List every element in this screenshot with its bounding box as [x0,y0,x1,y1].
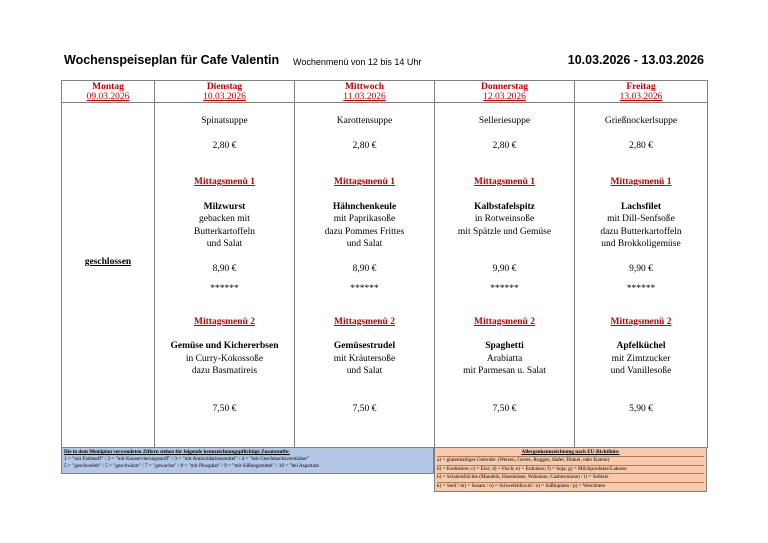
menu-1-desc: Butterkartoffeln [193,226,256,237]
friday-cell [575,103,708,448]
menu-1-price: 9,90 € [492,263,517,274]
menu-1-label: Mittagsmenü 1 [334,177,395,187]
day-date: 12.03.2026 [483,91,526,102]
menu-2-label: Mittagsmenü 2 [610,316,672,327]
thursday-cell [435,103,575,448]
day-name: Montag [92,81,124,92]
allergens-line: h) = Schalenfrüchte (Mandeln, Haselnüsse, Walnüsse, Cashewnüsse) / i) = Sellerie [437,473,704,481]
menu-2-desc: und Salat [346,366,383,376]
additives-legend [61,447,434,474]
menu-1-price: 9,90 € [629,263,653,274]
separator-stars: ****** [210,284,239,294]
closed-label: geschlossen [84,257,132,267]
day-header-monday [62,81,155,103]
day-name: Mittwoch [344,81,385,92]
day-date: 09.03.2026 [86,91,130,102]
day-header-wednesday [295,81,435,103]
menu-1-desc: und Brokkoligemüse [601,239,681,249]
day-name: Donnerstag [481,81,528,92]
menu-2-desc: und Vanillesoße [610,366,672,376]
soup-price: 2,80 € [212,140,237,151]
monday-cell [62,103,155,448]
additives-line: 1 = "mit Farbstoff" / 2 = "mit Konservierungsstoff" / 3 = "mit Antioxidationsmittel" / 4 = "mit Geschmacksverstärker" [64,456,310,462]
menu-2-dish: Spaghetti [485,341,524,351]
allergens-legend [434,447,707,492]
menu-1-dish: Hähnchenkeule [332,201,397,212]
additives-line: 5 = "geschwefelt" / 5 = "geschwärzt" / 7 = "gewachst" / 8 = "mit Phosphat" / 9 = "mit Süßungsmittel" / 10 = "bei Aspartam [64,463,320,469]
wednesday-cell [295,103,435,448]
menu-1-desc: gebacken mit [199,214,250,224]
menu-2-desc: mit Zimtzucker [611,353,671,364]
day-date: 13.03.2026 [619,91,663,102]
menu-2-price: 7,50 € [492,403,517,414]
menu-2-price: 7,50 € [212,403,237,414]
allergens-line: k) = Senf / m) = Sesam / n) = Schwefeldioxid / o) = Süßlupinen / p) = Weichtiere [437,482,704,490]
separator-stars: ****** [350,284,379,294]
menu-row [62,103,708,448]
menu-2-label: Mittagsmenü 2 [474,316,535,327]
additives-heading: Die in dem Menüplan verwendeten Ziffern stehen für folgende kennzeichnungspflichtige Zusatzstoffe: [64,449,290,455]
menu-2-desc: mit Kräutersoße [333,353,396,364]
menu-2-label: Mittagsmenü 2 [334,316,395,327]
menu-1-desc: mit Paprikasoße [333,214,396,224]
menu-1-desc: dazu Pommes Frittes [324,226,405,237]
menu-1-label: Mittagsmenü 1 [474,177,535,187]
menu-1-desc: und Salat [346,239,383,249]
day-header-friday [575,81,708,103]
menu-2-desc: dazu Basmatireis [191,366,258,376]
menu-1-price: 8,90 € [212,263,237,274]
menu-hours: Wochenmenü von 12 bis 14 Uhr [293,57,422,67]
menu-1-dish: Milzwurst [203,201,246,212]
allergens-line: a) = glutenhaltiges Getreide: (Weizen, Gerste, Roggen, Hafer, Dinkel, oder Kamut) [437,456,704,464]
date-range: 10.03.2026 - 13.03.2026 [567,53,704,67]
menu-1-price: 8,90 € [352,263,377,274]
menu-1-desc: mit Spätzle und Gemüse [457,226,552,237]
menu-2-price: 5,90 € [629,403,653,414]
menu-2-desc: in Curry-Kokossoße [185,353,264,364]
day-header-tuesday [155,81,295,103]
day-date: 11.03.2026 [343,91,386,102]
menu-1-desc: dazu Butterkartoffeln [600,226,682,237]
soup-name: Karottensuppe [336,116,393,126]
weekly-menu-table [61,80,708,448]
day-header-thursday [435,81,575,103]
allergens-heading: Allergenkennzeichnung nach EU-Richtlinie: [521,449,620,455]
menu-1-desc: in Rotweinsoße [474,214,535,224]
soup-name: Spinatsuppe [201,116,248,126]
menu-2-price: 7,50 € [352,403,377,414]
separator-stars: ****** [490,284,519,294]
menu-2-desc: mit Parmesan u. Salat [463,366,546,376]
tuesday-cell [155,103,295,448]
day-date: 10.03.2026 [203,91,246,102]
menu-1-dish: Lachsfilet [620,201,662,212]
menu-2-desc: Arabiatta [486,353,523,364]
soup-name: Selleriesuppe [478,116,531,126]
menu-1-desc: und Salat [206,239,243,249]
soup-price: 2,80 € [492,140,517,151]
soup-name: Grießnockerlsuppe [604,116,678,126]
menu-1-label: Mittagsmenü 1 [194,177,255,187]
menu-1-desc: mit Dill-Senfsoße [607,214,675,224]
allergens-line: b) = Krebstiere; c) = Eier; d) = Fisch; e) = Erdnüsse; f) = Soja; g) = Milchprodukte/Laktose [437,465,704,473]
menu-2-dish: Apfelküchel [616,341,666,351]
page-title: Wochenspeiseplan für Cafe Valentin [64,53,280,67]
soup-price: 2,80 € [352,140,377,151]
day-name: Dienstag [206,81,243,92]
menu-2-label: Mittagsmenü 2 [194,316,255,327]
day-name: Freitag [626,81,656,92]
separator-stars: ****** [626,284,656,294]
menu-2-dish: Gemüse und Kichererbsen [170,341,279,351]
menu-1-label: Mittagsmenü 1 [610,177,672,187]
day-header-row [62,81,708,103]
menu-1-dish: Kalbstafelspitz [474,201,535,212]
soup-price: 2,80 € [629,140,653,151]
menu-2-dish: Gemüsestrudel [333,341,396,351]
